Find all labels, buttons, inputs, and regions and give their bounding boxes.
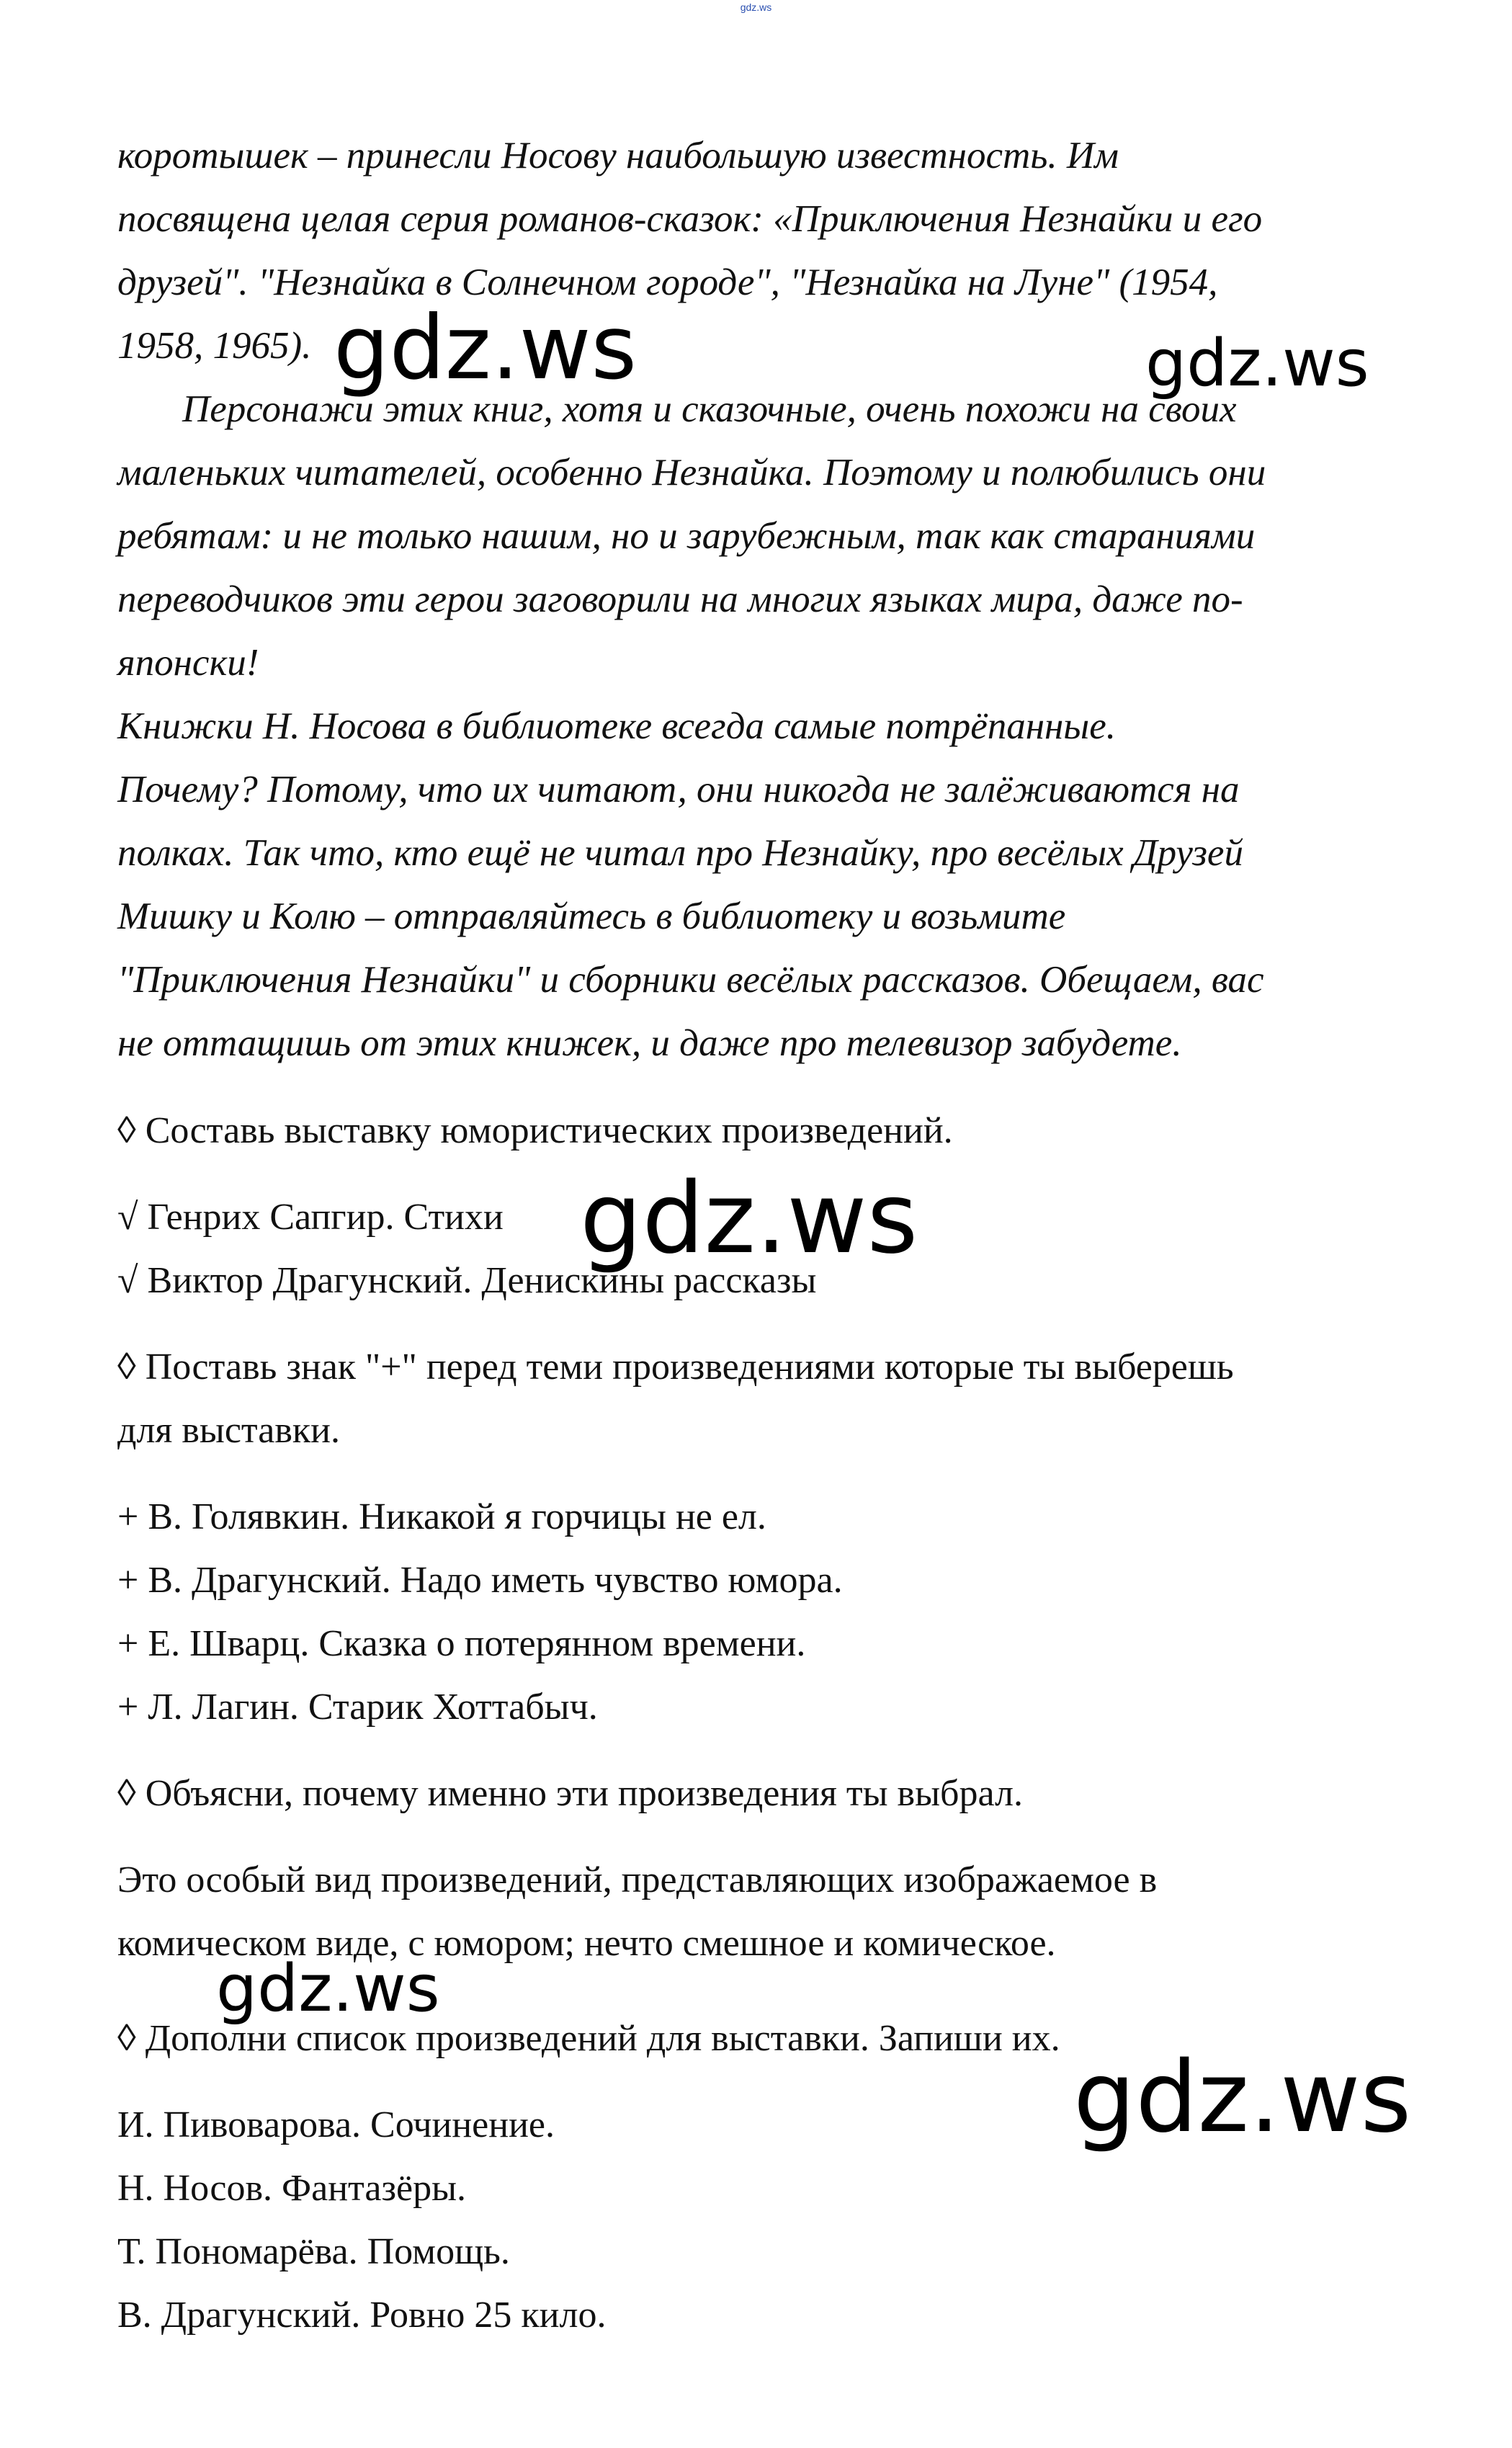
story-line: японски! <box>117 642 259 684</box>
story-line: Книжки Н. Носова в библиотеке всегда самые потрёпанные. <box>117 705 1116 747</box>
answer-text: комическом виде, с юмором; нечто смешное и комическое. <box>117 1923 1056 1964</box>
list-item: + В. Драгунский. Надо иметь чувство юмора. <box>117 1560 843 1601</box>
story-line: 1958, 1965). <box>117 325 312 367</box>
watermark: gdz.ws <box>1073 2041 1412 2155</box>
watermark: gdz.ws <box>580 1162 918 1276</box>
story-line: друзей". "Незнайка в Солнечном городе", "Незнайка на Луне" (1954, <box>117 262 1218 303</box>
story-line: переводчиков эти герои заговорили на многих языках мира, даже по- <box>117 579 1243 620</box>
watermark: gdz.ws <box>334 297 638 399</box>
list-item: + В. Голявкин. Никакой я горчицы не ел. <box>117 1496 766 1537</box>
story-line: ребятам: и не только нашим, но и зарубежным, так как стараниями <box>117 515 1256 557</box>
list-item: + Е. Шварц. Сказка о потерянном времени. <box>117 1623 806 1664</box>
story-line: "Приключения Незнайки" и сборники весёлых рассказов. Обещаем, вас <box>117 959 1264 1001</box>
story-line: Персонажи этих книг, хотя и сказочные, очень похожи на своих <box>182 388 1237 430</box>
task-heading: ◊ Составь выставку юмористических произведений. <box>117 1110 953 1151</box>
list-item: Н. Носов. Фантазёры. <box>117 2168 467 2209</box>
task-heading: ◊ Дополни список произведений для выставки. Запиши их. <box>117 2018 1060 2059</box>
list-item: Т. Пономарёва. Помощь. <box>117 2231 510 2272</box>
task-heading: ◊ Поставь знак "+" перед теми произведениями которые ты выберешь <box>117 1346 1234 1388</box>
story-line: коротышек – принесли Носову наибольшую известность. Им <box>117 135 1119 177</box>
story-line: Мишку и Колю – отправляйтесь в библиотеку и возьмите <box>117 895 1066 937</box>
watermark: gdz.ws <box>216 1951 440 2027</box>
story-line: маленьких читателей, особенно Незнайка. Поэтому и полюбились они <box>117 452 1266 493</box>
story-line: не оттащишь от этих книжек, и даже про телевизор забудете. <box>117 1022 1182 1064</box>
story-line: посвящена целая серия романов-сказок: «Приключения Незнайки и его <box>117 198 1263 240</box>
task-heading: ◊ Объясни, почему именно эти произведения ты выбрал. <box>117 1773 1023 1814</box>
list-item: + Л. Лагин. Старик Хоттабыч. <box>117 1687 598 1728</box>
list-item: В. Драгунский. Ровно 25 кило. <box>117 2295 607 2336</box>
exhibition-item: √ Виктор Драгунский. Денискины рассказы <box>117 1260 817 1301</box>
story-line: Почему? Потому, что их читают, они никогда не залёживаются на <box>117 769 1240 810</box>
exhibition-item: √ Генрих Сапгир. Стихи <box>117 1197 504 1238</box>
answer-text: Это особый вид произведений, представляющих изображаемое в <box>117 1859 1158 1900</box>
story-line: полках. Так что, кто ещё не читал про Незнайку, про весёлых Друзей <box>117 832 1243 874</box>
list-item: И. Пивоварова. Сочинение. <box>117 2104 555 2145</box>
header-watermark: gdz.ws <box>740 1 772 13</box>
watermark: gdz.ws <box>1145 326 1369 401</box>
task-heading: для выставки. <box>117 1410 340 1451</box>
